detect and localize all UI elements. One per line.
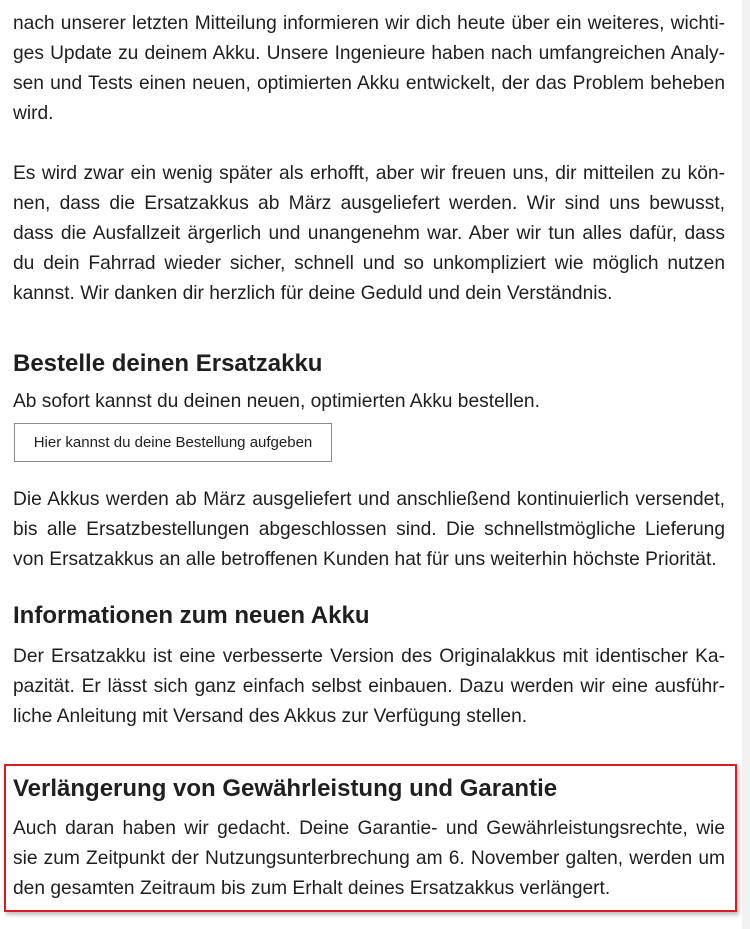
order-section (13, 349, 725, 575)
order-intro: Ab sofort kannst du deinen neuen, optimierten Akku bestellen. (13, 391, 540, 412)
order-heading: Bestelle deinen Ersatzakku (13, 350, 323, 377)
info-section (13, 601, 725, 732)
warranty-text: Auch daran haben wir gedacht. Deine Garantie- und Gewährleistungsrechte, wie sie zum Zeitpunkt der Nutzungsunterbrechung am 6. November galten, werden um den gesamten Zeitraum bis zum Erhalt deines Ersatzakkus verlängert. (13, 818, 725, 899)
scrollbar[interactable] (742, 0, 750, 929)
delivery-info: Die Akkus werden ab März ausgeliefert und anschließend kontinuierlich versendet, bis alle Ersatzbestellungen abgeschlossen sind. Die schnellstmögliche Lieferung von Ersatzakkus an alle betroffenen Kunden hat für uns weiterhin höchste Priorität. (13, 489, 725, 570)
paragraph-delivery-date: Es wird zwar ein wenig später als erhofft, aber wir freuen uns, dir mitteilen zu können, dass die Ersatzakkus ab März ausgeliefert werden. Wir sind uns bewusst, dass die Ausfallzeit ärgerlich und unangenehm war. Aber wir tun alles dafür, dass du dein Fahrrad wieder sicher, schnell und so unkompliziert wie möglich nutzen kannst. Wir danken dir herzlich für deine Geduld und dein Verständnis. (13, 163, 725, 304)
warranty-heading: Verlängerung von Gewährleistung und Garantie (13, 775, 558, 802)
place-order-button[interactable]: Hier kannst du deine Bestellung aufgeben (14, 423, 332, 462)
warranty-section (13, 774, 725, 904)
info-text: Der Ersatzakku ist eine verbesserte Version des Originalakkus mit identischer Kapazität. Er lässt sich ganz einfach selbst einbauen. Dazu werden wir eine ausführliche Anleitung mit Versand des Akkus zur Verfügung stellen. (13, 646, 725, 727)
article-body (13, 9, 725, 732)
paragraph-update: nach unserer letzten Mitteilung informieren wir dich heute über ein weiteres, wichtiges Update zu deinem Akku. Unsere Ingenieure haben nach umfangreichen Analysen und Tests einen neuen, optimierten Akku entwickelt, der das Problem beheben wird. (13, 13, 725, 124)
info-heading: Informationen zum neuen Akku (13, 602, 370, 629)
